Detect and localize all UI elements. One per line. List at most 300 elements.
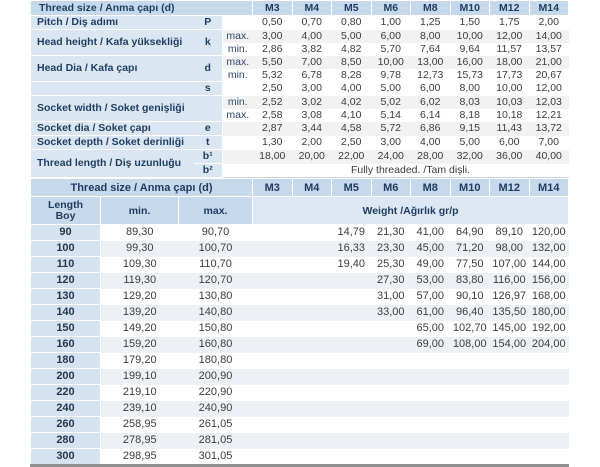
min-value-cell: 139,20 — [101, 305, 179, 321]
weight-cell: 14,79 — [337, 226, 366, 239]
weight-cell: 144,00 — [531, 258, 566, 270]
dimension-row — [31, 30, 569, 43]
value-cell: 8,50 — [332, 56, 372, 69]
value-cell: 6,00 — [420, 82, 441, 94]
row-label: Socket depth / Soket derinliği — [31, 136, 194, 150]
value-cell: 5,72 — [371, 122, 411, 136]
weight-cell: 89,10 — [495, 226, 524, 239]
weight-cell — [292, 321, 332, 337]
length-weight-table — [30, 178, 569, 467]
length-cell: 240 — [31, 401, 101, 417]
max-value-cell: 130,80 — [198, 290, 233, 302]
dimension-row — [31, 82, 569, 96]
length-label: Length — [48, 198, 83, 211]
weight-cell — [529, 433, 569, 449]
weight-cell: 57,00 — [416, 290, 445, 302]
value-cell: 3,00 — [380, 136, 401, 148]
value-cell: 2,87 — [253, 122, 293, 136]
value-cell: 5,14 — [380, 108, 401, 121]
length-cell: 280 — [31, 433, 101, 449]
value-cell: 3,02 — [292, 96, 332, 109]
value-cell: 8,00 — [411, 30, 451, 43]
weight-cell — [292, 417, 332, 433]
value-cell: 1,00 — [380, 16, 401, 29]
value-cell: 4,82 — [341, 42, 362, 55]
weight-cell: 19,40 — [337, 258, 366, 270]
weight-cell: 120,00 — [531, 226, 566, 239]
value-cell: 6,86 — [411, 122, 451, 136]
max-value-cell: 200,90 — [179, 369, 253, 385]
length-row — [31, 225, 569, 241]
length-row — [31, 449, 569, 466]
weight-cell: 41,00 — [416, 226, 445, 239]
tolerance-cell — [223, 150, 253, 164]
value-cell: 12,73 — [417, 68, 444, 81]
min-value-cell: 278,95 — [101, 433, 179, 449]
value-cell: 20,67 — [535, 68, 562, 81]
value-cell: 2,52 — [253, 96, 293, 109]
weight-cell: 132,00 — [529, 241, 569, 257]
weight-cell — [253, 353, 293, 369]
value-cell: 10,00 — [371, 56, 411, 69]
weight-cell: 135,50 — [490, 305, 530, 321]
weight-cell: 25,30 — [376, 258, 405, 270]
min-value-cell: 199,10 — [101, 369, 179, 385]
value-cell: 3,00 — [301, 82, 322, 94]
value-cell: 10,00 — [450, 30, 490, 43]
weight-cell — [292, 385, 332, 401]
max-value-cell: 281,05 — [179, 433, 253, 449]
max-value-cell: 150,80 — [198, 322, 233, 334]
weight-cell: 154,00 — [490, 337, 530, 353]
value-cell: 8,03 — [450, 96, 490, 109]
weight-cell: 33,00 — [371, 305, 411, 321]
value-cell: 5,00 — [380, 82, 401, 94]
weight-cell — [332, 273, 372, 289]
value-cell: 18,00 — [253, 150, 293, 164]
weight-cell — [371, 353, 411, 369]
weight-cell — [292, 369, 332, 385]
tolerance-cell — [223, 122, 253, 136]
size-column-header: M6 — [371, 1, 411, 16]
value-cell: 5,02 — [371, 96, 411, 109]
value-cell: 4,00 — [341, 82, 362, 94]
weight-cell — [292, 337, 332, 353]
tolerance-cell — [223, 16, 253, 30]
weight-cell: 61,00 — [411, 305, 451, 321]
symbol-cell: k — [194, 30, 223, 56]
value-cell: 22,00 — [332, 150, 372, 164]
weight-cell — [292, 241, 332, 257]
row-label: Pitch / Diş adımı — [31, 16, 194, 30]
weight-cell — [411, 417, 451, 433]
tolerance-cell: min. — [223, 96, 253, 109]
weight-cell — [253, 401, 293, 417]
min-value-cell: 129,20 — [122, 290, 157, 302]
weight-cell — [292, 305, 332, 321]
weight-cell: 64,90 — [455, 226, 484, 239]
max-value-cell: 261,05 — [198, 418, 233, 430]
max-value-cell: 90,70 — [201, 226, 230, 239]
length-row — [31, 401, 569, 417]
size-column-header: M4 — [292, 179, 332, 197]
length-cell: 300 — [31, 449, 101, 466]
weight-cell — [332, 385, 372, 401]
value-cell: 4,10 — [341, 108, 362, 121]
value-cell: 7,64 — [420, 42, 441, 55]
weight-cell — [371, 337, 411, 353]
weight-cell — [253, 225, 293, 241]
weight-cell — [371, 321, 411, 337]
dimension-row — [31, 150, 569, 164]
symbol-cell: d — [194, 56, 223, 82]
value-cell: 6,00 — [371, 30, 411, 43]
value-cell: 12,03 — [529, 96, 569, 109]
dimensions-header-row — [31, 1, 569, 16]
value-cell: 8,28 — [341, 68, 362, 81]
min-value-cell: 149,20 — [122, 322, 157, 334]
weight-cell: 108,00 — [450, 337, 490, 353]
min-value-cell: 89,30 — [125, 226, 154, 239]
min-value-cell: 179,20 — [122, 354, 157, 366]
length-cell: 260 — [31, 417, 101, 433]
value-cell: 3,00 — [253, 30, 293, 43]
tolerance-cell — [223, 136, 253, 150]
weight-cell — [490, 449, 530, 466]
weight-cell — [332, 369, 372, 385]
value-cell: 8,18 — [459, 108, 480, 121]
value-cell: 5,70 — [380, 42, 401, 55]
min-value-cell: 219,10 — [122, 386, 157, 398]
dimension-row — [31, 122, 569, 136]
weight-cell — [253, 305, 293, 321]
weight-cell — [371, 369, 411, 385]
weight-cell — [529, 417, 569, 433]
weight-cell: 204,00 — [529, 337, 569, 353]
weight-cell: 31,00 — [376, 290, 405, 302]
value-cell: 32,00 — [450, 150, 490, 164]
weight-cell: 116,00 — [490, 273, 530, 289]
length-label-tr: Boy — [55, 209, 76, 222]
min-value-cell: 119,30 — [101, 273, 179, 289]
symbol-cell: b¹ — [194, 150, 223, 164]
weight-cell — [411, 385, 451, 401]
length-row — [31, 353, 569, 369]
length-row — [31, 257, 569, 273]
weight-cell: 192,00 — [531, 322, 566, 334]
dimension-row — [31, 96, 569, 109]
weight-cell — [332, 417, 372, 433]
fully-threaded-cell: Fully threaded. /Tam dişli. — [350, 163, 471, 176]
value-cell: 16,00 — [450, 56, 490, 69]
weight-cell — [450, 385, 490, 401]
weight-cell — [292, 273, 332, 289]
min-column-header: min. — [101, 197, 179, 225]
weight-cell — [253, 321, 293, 337]
weight-cell — [450, 449, 490, 466]
weight-cell — [292, 225, 332, 241]
weight-cell — [332, 289, 372, 305]
value-cell: 12,00 — [535, 82, 562, 94]
length-row — [31, 369, 569, 385]
weight-cell — [411, 449, 451, 466]
max-value-cell: 110,70 — [199, 258, 232, 270]
value-cell: 1,30 — [262, 136, 283, 148]
tolerance-cell: max. — [223, 56, 253, 69]
max-value-cell: 100,70 — [179, 241, 253, 257]
value-cell: 21,00 — [529, 56, 569, 69]
weight-cell — [253, 449, 293, 466]
length-column-header — [31, 197, 101, 225]
value-cell: 0,50 — [262, 16, 283, 29]
symbol-cell: b² — [194, 164, 223, 178]
weight-cell: 168,00 — [531, 290, 566, 302]
value-cell: 6,00 — [499, 136, 520, 148]
weight-cell — [253, 241, 293, 257]
value-cell: 4,00 — [292, 30, 332, 43]
row-label — [31, 82, 194, 96]
value-cell: 13,72 — [529, 122, 569, 136]
length-row — [31, 241, 569, 257]
length-row — [31, 273, 569, 289]
value-cell: 7,00 — [292, 56, 332, 69]
weight-cell — [450, 401, 490, 417]
size-column-header: M3 — [253, 179, 293, 197]
weight-cell: 83,80 — [450, 273, 490, 289]
weight-cell — [292, 353, 332, 369]
weight-cell — [253, 257, 293, 273]
weight-cell — [450, 417, 490, 433]
value-cell: 4,00 — [420, 136, 441, 148]
weight-cell — [253, 369, 293, 385]
weight-cell — [371, 401, 411, 417]
weight-cell — [490, 417, 530, 433]
weight-cell — [332, 449, 372, 466]
weight-cell: 65,00 — [416, 322, 445, 334]
value-cell: 5,50 — [253, 56, 293, 69]
size-column-header: M10 — [450, 179, 490, 197]
weight-cell — [332, 433, 372, 449]
max-value-cell: 301,05 — [198, 449, 233, 462]
symbol-cell: e — [194, 122, 223, 136]
weight-cell: 77,50 — [455, 258, 484, 270]
weight-cell — [490, 401, 530, 417]
weight-cell — [411, 401, 451, 417]
size-column-header: M14 — [529, 1, 569, 16]
value-cell: 6,02 — [411, 96, 451, 109]
weight-cell — [332, 321, 372, 337]
thread-size-header: Thread size / Anma çapı (d) — [31, 1, 253, 16]
value-cell: 14,00 — [529, 30, 569, 43]
weight-cell — [411, 369, 451, 385]
value-cell: 0,70 — [301, 16, 322, 29]
max-value-cell: 160,80 — [179, 337, 253, 353]
weight-cell — [253, 273, 293, 289]
value-cell: 9,15 — [450, 122, 490, 136]
size-column-header: M4 — [292, 1, 332, 16]
weight-cell: 53,00 — [411, 273, 451, 289]
value-cell: 3,44 — [292, 122, 332, 136]
weight-cell — [529, 449, 569, 466]
length-row — [31, 321, 569, 337]
weight-cell — [292, 449, 332, 466]
max-column-header: max. — [179, 197, 253, 225]
weight-cell — [253, 337, 293, 353]
weight-cell — [490, 353, 530, 369]
value-cell: 3,08 — [301, 108, 322, 121]
length-cell: 180 — [31, 353, 101, 369]
weight-cell — [253, 433, 293, 449]
weight-cell — [371, 433, 411, 449]
value-cell: 4,58 — [332, 122, 372, 136]
length-row — [31, 289, 569, 305]
weight-cell — [529, 401, 569, 417]
row-label: Head Dia / Kafa çapı — [31, 56, 194, 82]
length-row — [31, 433, 569, 449]
size-column-header: M8 — [411, 179, 451, 197]
weight-cell — [529, 369, 569, 385]
value-cell: 2,50 — [341, 136, 362, 148]
size-column-header: M12 — [490, 1, 530, 16]
weight-cell — [332, 305, 372, 321]
weight-cell — [332, 353, 372, 369]
tolerance-cell — [223, 82, 253, 96]
value-cell: 2,58 — [262, 108, 283, 121]
length-row — [31, 385, 569, 401]
weight-cell: 98,00 — [490, 241, 530, 257]
weight-cell — [253, 385, 293, 401]
size-column-header: M8 — [411, 1, 451, 16]
value-cell: 15,73 — [456, 68, 483, 81]
length-row — [31, 417, 569, 433]
length-cell: 100 — [31, 241, 101, 257]
dimension-row — [31, 136, 569, 150]
weight-cell: 102,70 — [452, 322, 487, 334]
thread-size-header-2: Thread size / Anma çapı (d) — [31, 179, 253, 197]
min-value-cell: 298,95 — [122, 449, 157, 462]
weight-cell: 45,00 — [411, 241, 451, 257]
max-value-cell: 140,80 — [179, 305, 253, 321]
tolerance-cell: min. — [227, 68, 248, 81]
weight-cell: 107,00 — [492, 258, 527, 270]
row-label: Socket dia / Soket çapı — [31, 122, 194, 136]
value-cell: 9,64 — [459, 42, 480, 55]
value-cell: 0,80 — [341, 16, 362, 29]
weight-cell: 49,00 — [416, 258, 445, 270]
weight-cell — [411, 433, 451, 449]
length-cell: 150 — [31, 321, 101, 337]
weight-cell — [411, 353, 451, 369]
weight-cell: 71,20 — [450, 241, 490, 257]
row-label: Thread length / Diş uzunluğu — [31, 150, 194, 178]
weight-cell: 16,33 — [332, 241, 372, 257]
max-value-cell: 120,70 — [179, 273, 253, 289]
tolerance-cell: max. — [226, 108, 250, 121]
min-value-cell: 99,30 — [101, 241, 179, 257]
size-column-header: M6 — [371, 179, 411, 197]
value-cell: 8,00 — [459, 82, 480, 94]
value-cell: 1,25 — [420, 16, 441, 29]
weight-cell — [292, 401, 332, 417]
value-cell: 2,50 — [262, 82, 283, 94]
value-cell: 7,00 — [538, 136, 559, 148]
weight-cell — [371, 417, 411, 433]
value-cell: 5,00 — [459, 136, 480, 148]
weight-cell: 23,30 — [371, 241, 411, 257]
weight-cell: 69,00 — [411, 337, 451, 353]
size-column-header: M10 — [450, 1, 490, 16]
max-value-cell: 180,80 — [198, 354, 233, 366]
value-cell: 6,14 — [420, 108, 441, 121]
value-cell: 2,00 — [301, 136, 322, 148]
length-cell: 200 — [31, 369, 101, 385]
symbol-cell: s — [194, 82, 223, 96]
max-value-cell: 220,90 — [198, 386, 233, 398]
length-row — [31, 337, 569, 353]
dimension-row — [31, 56, 569, 69]
length-row — [31, 305, 569, 321]
value-cell: 12,21 — [535, 108, 562, 121]
weight-cell — [529, 353, 569, 369]
weight-cell — [253, 289, 293, 305]
value-cell: 5,00 — [332, 30, 372, 43]
dimensions-table — [30, 0, 569, 178]
value-cell: 11,57 — [496, 42, 522, 55]
weight-cell — [529, 385, 569, 401]
length-cell: 120 — [31, 273, 101, 289]
value-cell: 1,75 — [499, 16, 520, 29]
value-cell: 10,18 — [496, 108, 523, 121]
min-value-cell: 258,95 — [122, 418, 157, 430]
weight-cell — [371, 449, 411, 466]
min-value-cell: 159,20 — [101, 337, 179, 353]
weight-cell — [450, 369, 490, 385]
tolerance-cell: min. — [227, 42, 248, 55]
weight-cell — [332, 337, 372, 353]
weight-cell — [371, 385, 411, 401]
weight-cell — [490, 369, 530, 385]
value-cell: 9,78 — [380, 68, 401, 81]
weight-cell: 90,10 — [455, 290, 484, 302]
size-column-header: M5 — [332, 1, 372, 16]
value-cell: 13,00 — [411, 56, 451, 69]
weight-cell: 180,00 — [529, 305, 569, 321]
weight-cell — [450, 433, 490, 449]
weight-cell — [292, 289, 332, 305]
weight-table-header-row — [31, 179, 569, 197]
weight-cell: 27,30 — [371, 273, 411, 289]
weight-cell — [450, 353, 490, 369]
symbol-cell — [194, 96, 223, 122]
value-cell: 36,00 — [490, 150, 530, 164]
value-cell: 3,82 — [301, 42, 322, 55]
weight-cell — [332, 401, 372, 417]
value-cell: 10,03 — [490, 96, 530, 109]
length-cell: 140 — [31, 305, 101, 321]
min-value-cell: 109,30 — [122, 258, 157, 270]
dimension-row — [31, 16, 569, 30]
length-cell: 160 — [31, 337, 101, 353]
weight-table-subheader-row — [31, 197, 569, 225]
weight-cell: 21,30 — [376, 226, 405, 239]
value-cell: 18,00 — [490, 56, 530, 69]
row-label: Socket width / Soket genişliği — [31, 96, 194, 122]
value-cell: 6,78 — [301, 68, 322, 81]
weight-cell: 145,00 — [492, 322, 527, 334]
value-cell: 2,86 — [262, 42, 283, 55]
max-value-cell: 240,90 — [179, 401, 253, 417]
row-label: Head height / Kafa yüksekliği — [31, 30, 194, 56]
